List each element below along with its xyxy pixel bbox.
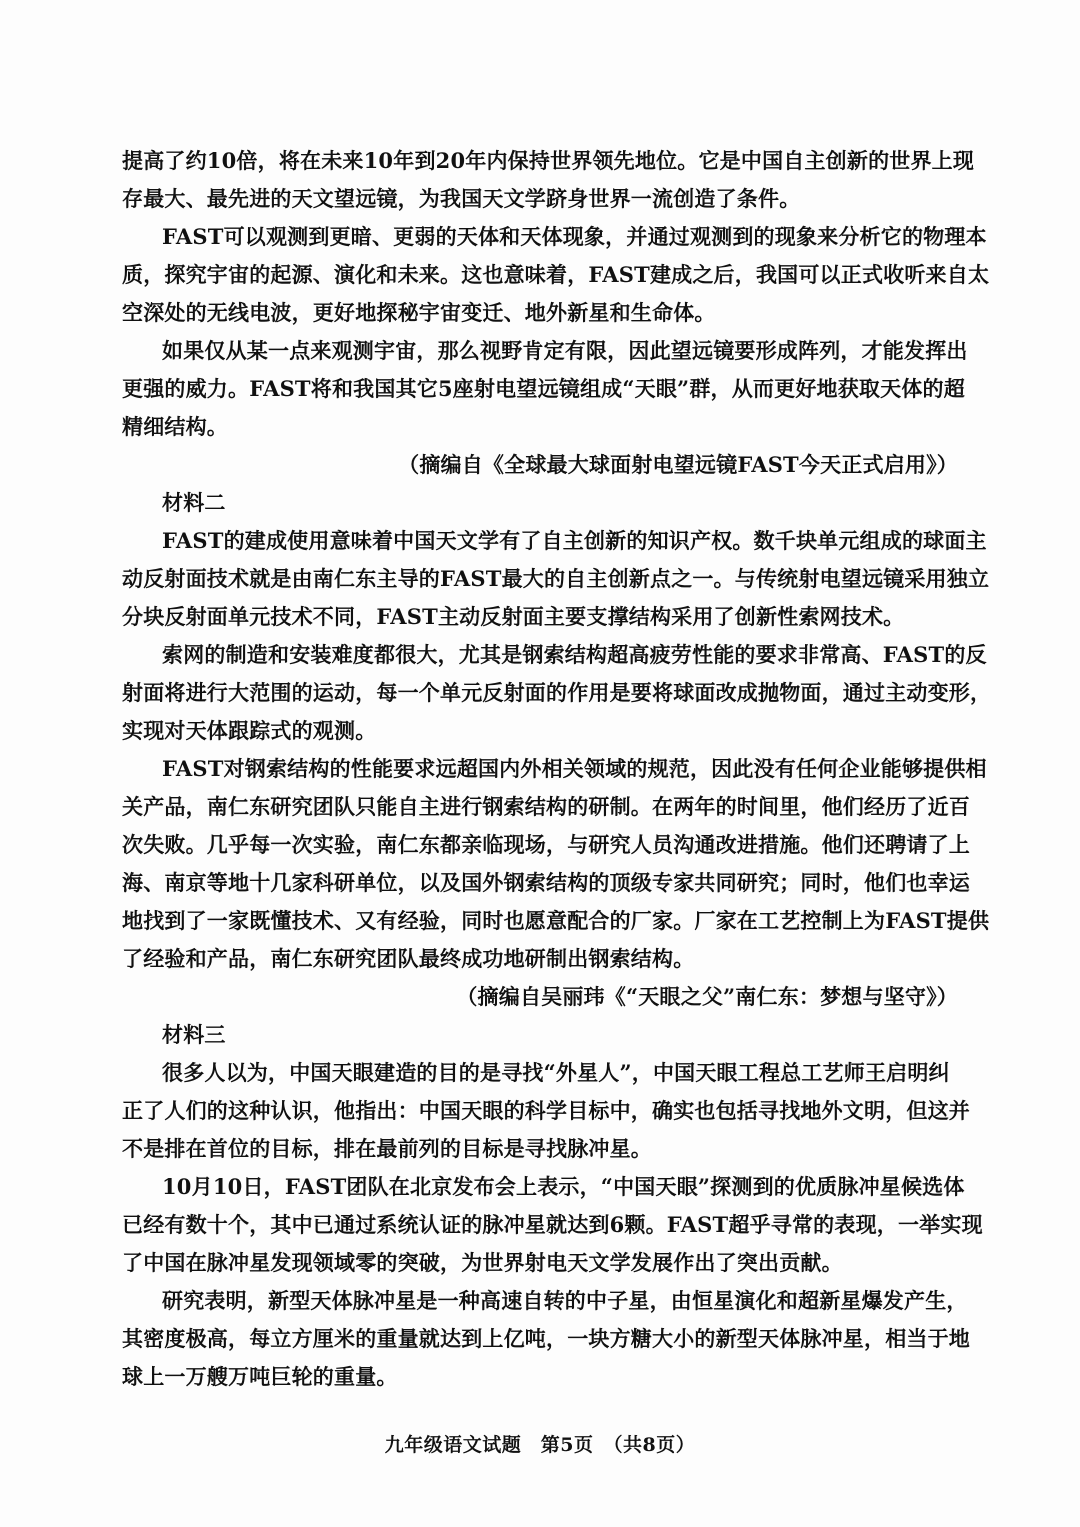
paragraph (122, 332, 968, 446)
section-heading: 材料三 (162, 1022, 226, 1047)
text-line: 实现对天体跟踪式的观测。 (122, 718, 377, 743)
source-citation: （摘编自吴丽玮《“天眼之父”南仁东：梦想与坚守》） (456, 984, 958, 1009)
text-line: FAST对钢索结构的性能要求远超国内外相关领域的规范，因此没有任何企业能够提供相 (162, 756, 987, 781)
section-heading: 材料二 (162, 490, 226, 515)
text-line: 如果仅从某一点来观测宇宙，那么视野肯定有限，因此望远镜要形成阵列，才能发挥出 (162, 338, 968, 363)
text-line: 索网的制造和安装难度都很大，尤其是钢索结构超高疲劳性能的要求非常高、FAST的反 (162, 642, 987, 667)
page-content (122, 142, 992, 1396)
paragraph (122, 1054, 968, 1168)
paragraph (122, 522, 990, 636)
text-line: 质，探究宇宙的起源、演化和未来。这也意味着，FAST建成之后，我国可以正式收听来自太 (122, 262, 990, 287)
text-line: 分块反射面单元技术不同，FAST主动反射面主要支撑结构采用了创新性索网技术。 (122, 604, 905, 629)
text-line: 地找到了一家既懂技术、又有经验，同时也愿意配合的厂家。厂家在工艺控制上为FAST提供 (122, 908, 990, 933)
paragraph (122, 636, 992, 750)
paragraph (122, 1282, 968, 1396)
paragraph (122, 1168, 983, 1282)
text-line: 了中国在脉冲星发现领域零的突破，为世界射电天文学发展作出了突出贡献。 (122, 1250, 843, 1275)
text-line: 已经有数十个，其中已通过系统认证的脉冲星就达到6颗。FAST超乎寻常的表现，一举实现 (122, 1212, 983, 1237)
text-line: 空深处的无线电波，更好地探秘宇宙变迁、地外新星和生命体。 (122, 300, 716, 325)
text-line: 研究表明，新型天体脉冲星是一种高速自转的中子星，由恒星演化和超新星爆发产生， (162, 1288, 968, 1313)
text-line: 很多人以为，中国天眼建造的目的是寻找“外星人”，中国天眼工程总工艺师王启明纠 (162, 1060, 950, 1085)
paragraph (122, 218, 990, 332)
paragraph (122, 142, 975, 218)
text-line: 精细结构。 (122, 414, 228, 439)
text-line: FAST可以观测到更暗、更弱的天体和天体现象，并通过观测到的现象来分析它的物理本 (162, 224, 987, 249)
text-line: 射面将进行大范围的运动，每一个单元反射面的作用是要将球面改成抛物面，通过主动变形， (122, 680, 992, 705)
source-citation: （摘编自《全球最大球面射电望远镜FAST今天正式启用》） (398, 452, 958, 477)
text-line: 了经验和产品，南仁东研究团队最终成功地研制出钢索结构。 (122, 946, 695, 971)
text-line: 正了人们的这种认识，他指出：中国天眼的科学目标中，确实也包括寻找地外文明，但这并 (122, 1098, 970, 1123)
page-footer: 九年级语文试题 第5页 （共8页） (384, 1434, 696, 1456)
text-line: 10月10日，FAST团队在北京发布会上表示，“中国天眼”探测到的优质脉冲星候选体 (162, 1174, 965, 1199)
paragraph (122, 750, 990, 978)
text-line: 关产品，南仁东研究团队只能自主进行钢索结构的研制。在两年的时间里，他们经历了近百 (122, 794, 970, 819)
text-line: 球上一万艘万吨巨轮的重量。 (122, 1364, 398, 1389)
text-line: 提高了约10倍，将在未来10年到20年内保持世界领先地位。它是中国自主创新的世界上现 (122, 148, 975, 173)
text-line: 存最大、最先进的天文望远镜，为我国天文学跻身世界一流创造了条件。 (122, 186, 801, 211)
text-line: 其密度极高，每立方厘米的重量就达到上亿吨，一块方糖大小的新型天体脉冲星，相当于地 (122, 1326, 970, 1351)
text-line: 更强的威力。FAST将和我国其它5座射电望远镜组成“天眼”群，从而更好地获取天体的超 (122, 376, 965, 401)
text-line: 不是排在首位的目标，排在最前列的目标是寻找脉冲星。 (122, 1136, 652, 1161)
text-line: 次失败。几乎每一次实验，南仁东都亲临现场，与研究人员沟通改进措施。他们还聘请了上 (122, 832, 970, 857)
text-line: FAST的建成使用意味着中国天文学有了自主创新的知识产权。数千块单元组成的球面主 (162, 528, 987, 553)
text-line: 海、南京等地十几家科研单位，以及国外钢索结构的顶级专家共同研究；同时，他们也幸运 (122, 870, 970, 895)
text-line: 动反射面技术就是由南仁东主导的FAST最大的自主创新点之一。与传统射电望远镜采用独立 (122, 566, 990, 591)
